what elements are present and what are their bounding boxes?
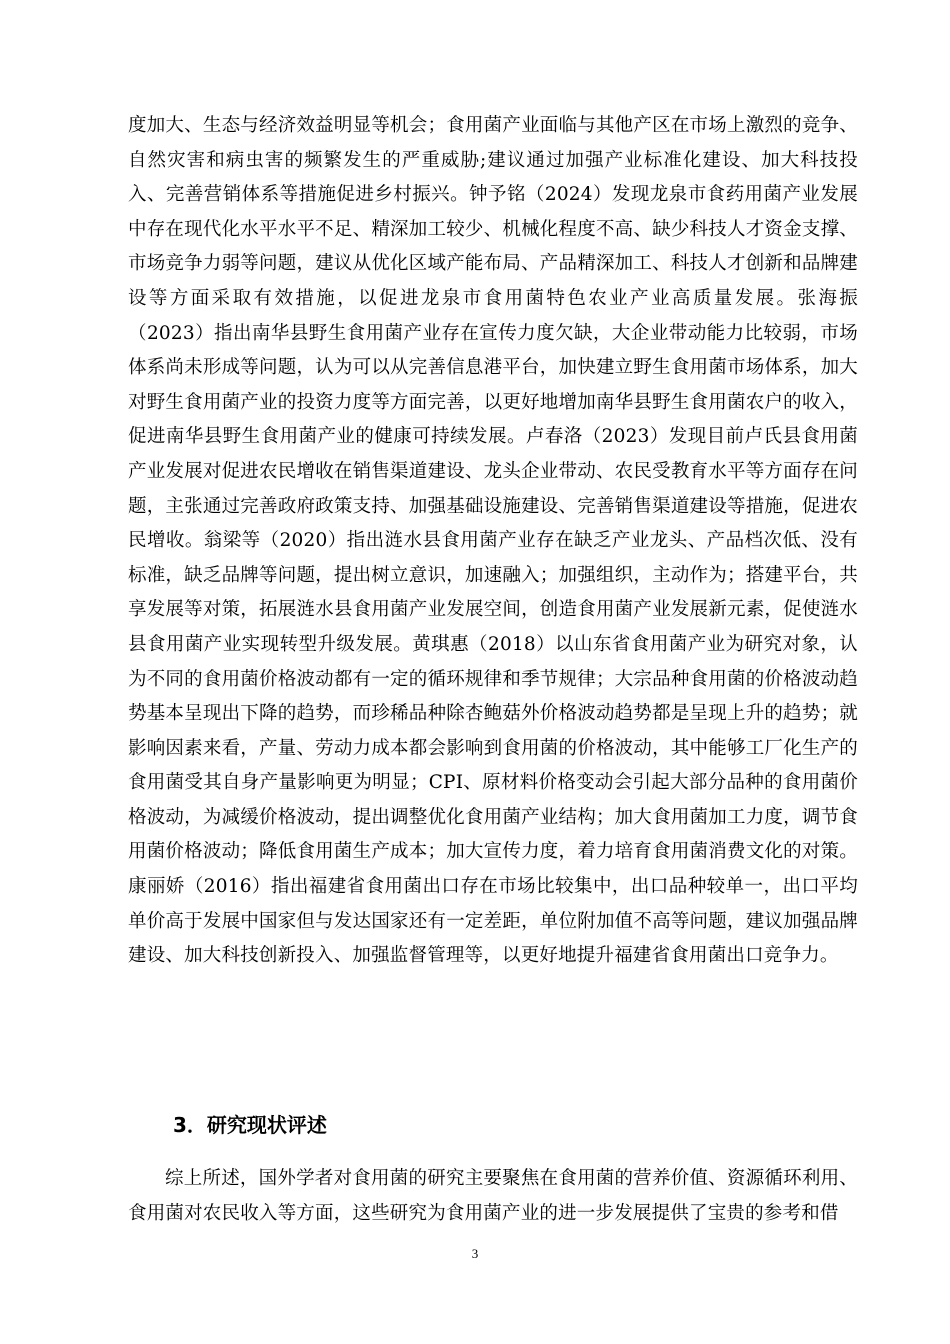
section-heading: 3．研究现状评述: [173, 1113, 327, 1137]
body-paragraph-summary: 综上所述，国外学者对食用菌的研究主要聚焦在食用菌的营养价值、资源循环利用、食用菌对农民收入等方面，这些研究为食用菌产业的进一步发展提供了宝贵的参考和借: [128, 1168, 858, 1224]
body-paragraph-continued: 度加大、生态与经济效益明显等机会；食用菌产业面临与其他产区在市场上激烈的竞争、自然灾害和病虫害的频繁发生的严重威胁;建议通过加强产业标准化建设、加大科技投入、完善营销体系等措施促进乡村振兴。钟予铭（2024）发现龙泉市食药用菌产业发展中存在现代化水平水平不足、精深加工较少、机械化程度不高、缺少科技人才资金支撑、市场竞争力弱等问题，建议从优化区域产能布局、产品精深加工、科技人才创新和品牌建设等方面采取有效措施，以促进龙泉市食用菌特色农业产业高质量发展。张海振（2023）指出南华县野生食用菌产业存在宣传力度欠缺，大企业带动能力比较弱，市场体系尚未形成等问题，认为可以从完善信息港平台，加快建立野生食用菌市场体系，加大对野生食用菌产业的投资力度等方面完善，以更好地增加南华县野生食用菌农户的收入，促进南华县野生食用菌产业的健康可持续发展。卢春洛（2023）发现目前卢氏县食用菌产业发展对促进农民增收在销售渠道建设、龙头企业带动、农民受教育水平等方面存在问题，主张通过完善政府政策支持、加强基础设施建设、完善销售渠道建设等措施，促进农民增收。翁梁等（2020）指出涟水县食用菌产业存在缺乏产业龙头、产品档次低、没有标准，缺乏品牌等问题，提出树立意识，加速融入；加强组织，主动作为；搭建平台，共享发展等对策，拓展涟水县食用菌产业发展空间，创造食用菌产业发展新元素，促使涟水县食用菌产业实现转型升级发展。黄琪惠（2018）以山东省食用菌产业为研究对象，认为不同的食用菌价格波动都有一定的循环规律和季节规律；大宗品种食用菌的价格波动趋势基本呈现出下降的趋势，而珍稀品种除杏鲍菇外价格波动趋势都是呈现上升的趋势；就影响因素来看，产量、劳动力成本都会影响到食用菌的价格波动，其中能够工厂化生产的食用菌受其自身产量影响更为明显；CPI、原材料价格变动会引起大部分品种的食用菌价格波动，为减缓价格波动，提出调整优化食用菌产业结构；加大食用菌加工力度，调节食用菌价格波动；降低食用菌生产成本；加大宣传力度，着力培育食用菌消费文化的对策。康丽娇（2016）指出福建省食用菌出口存在市场比较集中，出口品种较单一，出口平均单价高于发展中国家但与发达国家还有一定差距，单位附加值不高等问题，建议加强品牌建设、加大科技创新投入、加强监督管理等，以更好地提升福建省食用菌出口竞争力。: [128, 115, 858, 967]
page-number: 3: [471, 1246, 479, 1261]
